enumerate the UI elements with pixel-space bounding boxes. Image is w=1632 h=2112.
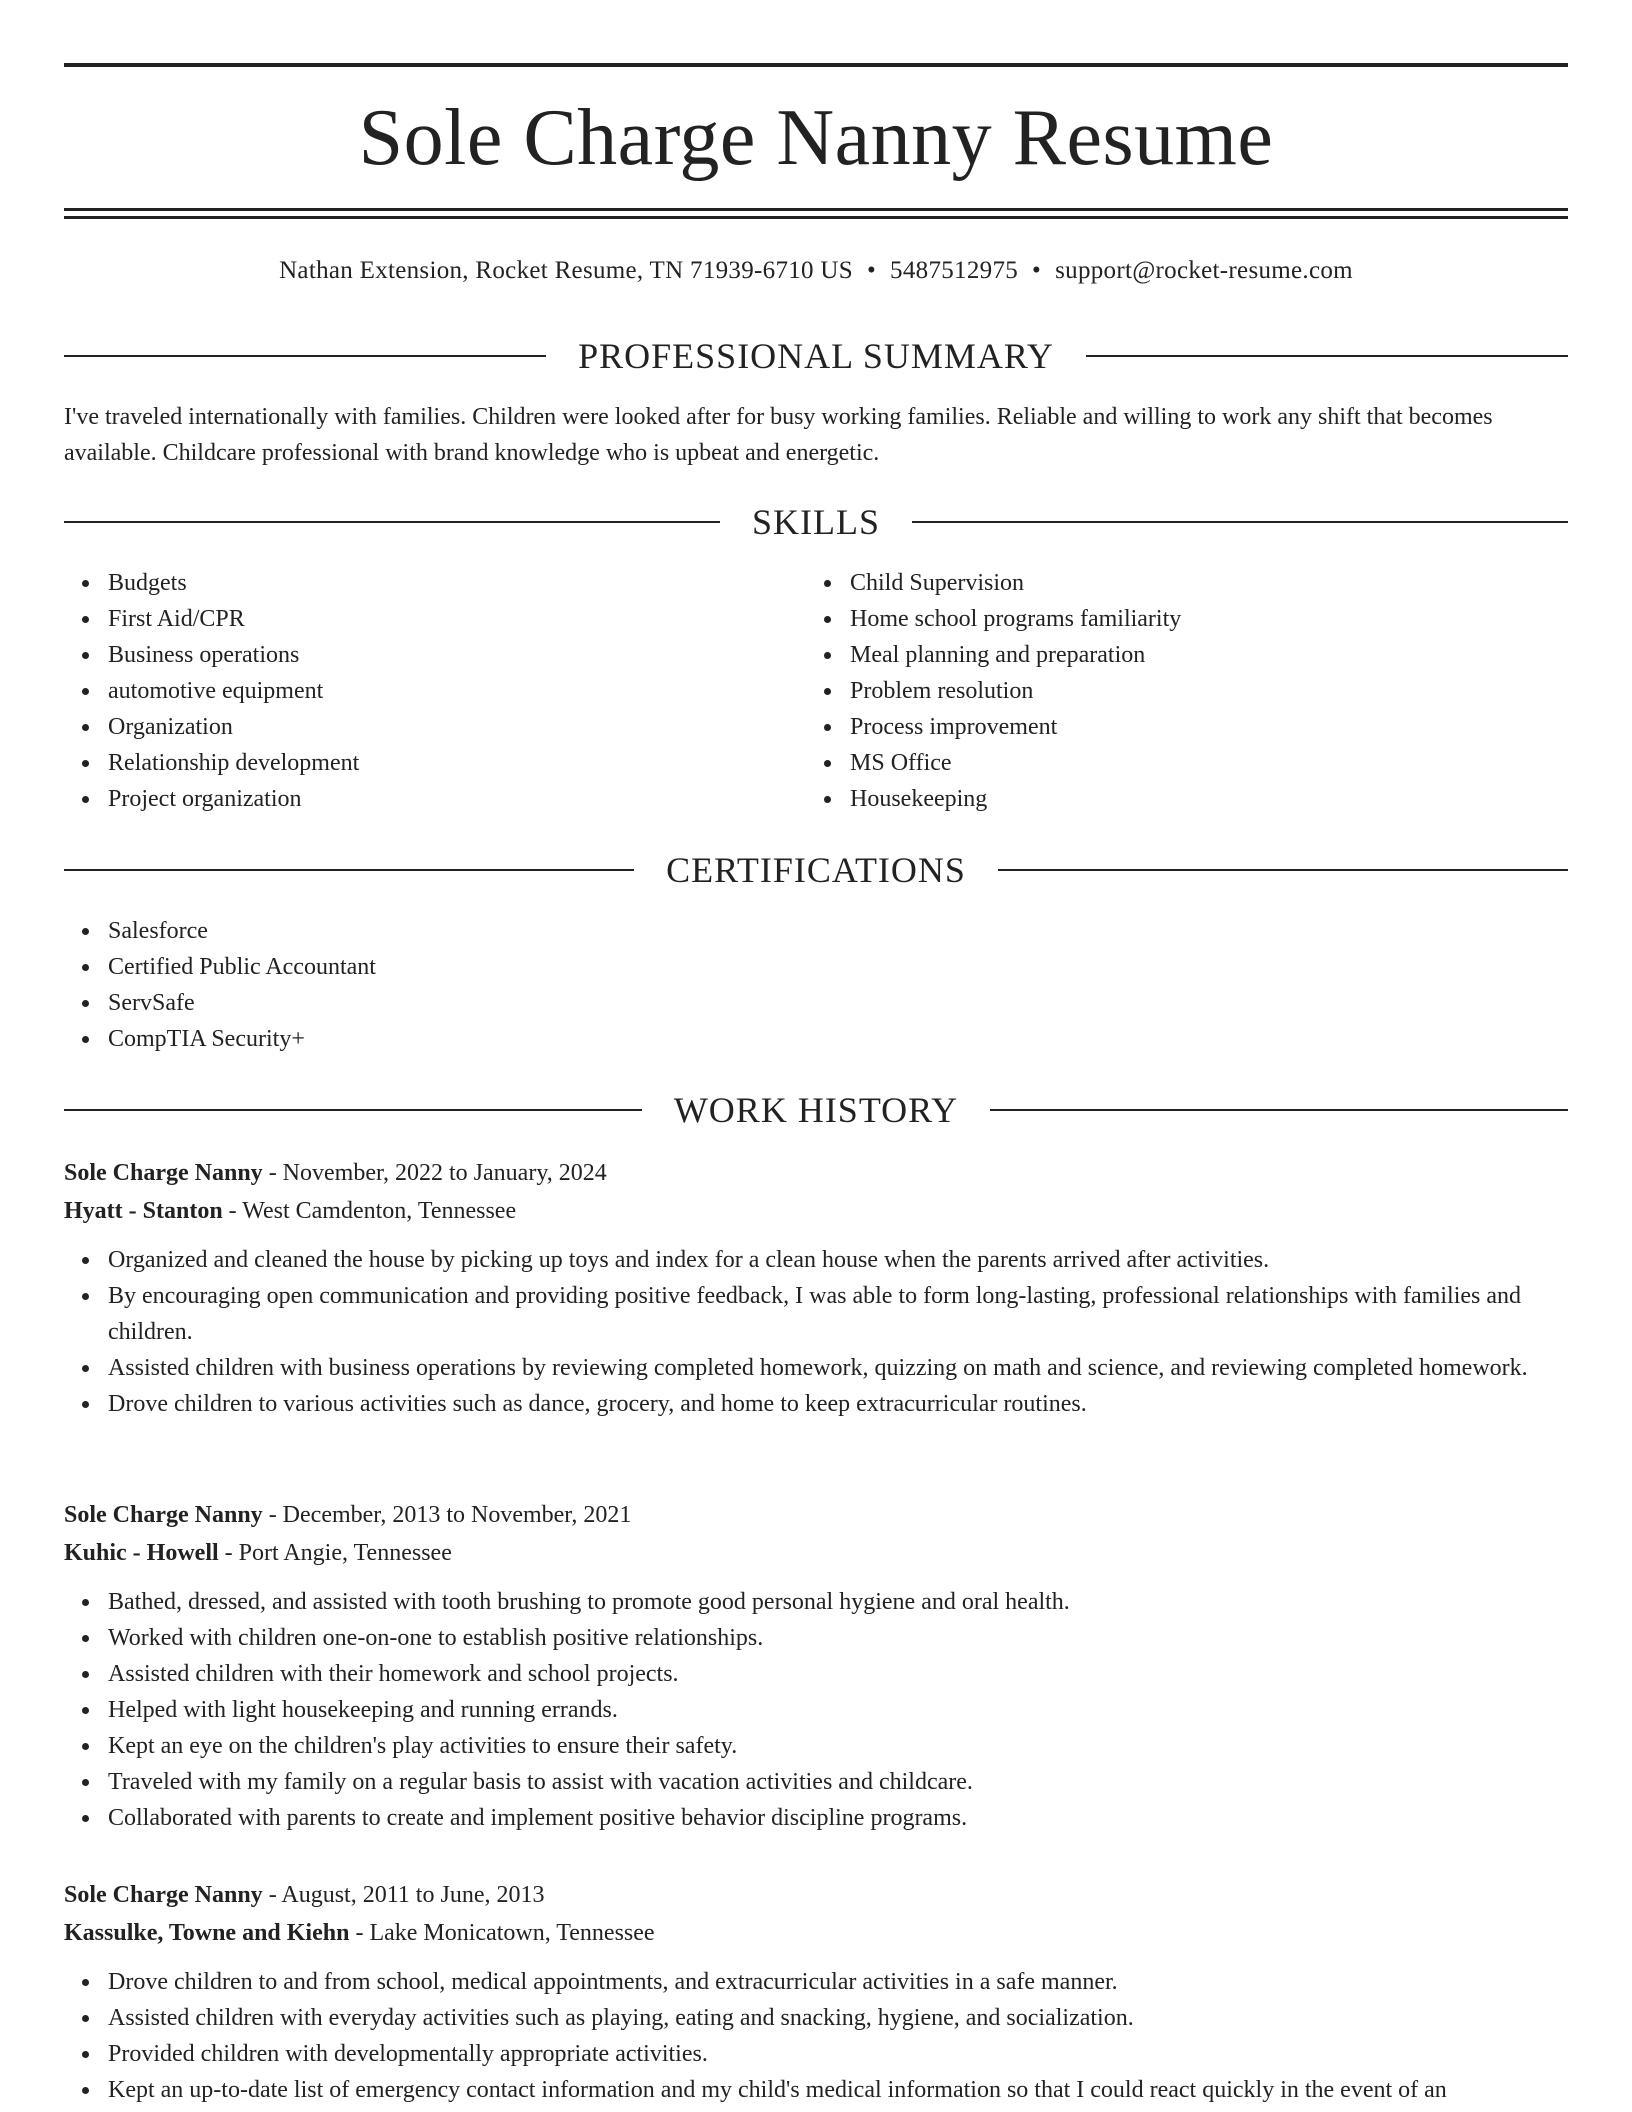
list-item: Collaborated with parents to create and implement positive behavior discipline programs.: [108, 1800, 1568, 1836]
section-title: WORK HISTORY: [673, 1090, 959, 1130]
divider: [64, 521, 720, 523]
section-title: CERTIFICATIONS: [666, 850, 966, 890]
list-item: Kept an eye on the children's play activities to ensure their safety.: [108, 1728, 1568, 1764]
list-item: Kept an up-to-date list of emergency contact information and my child's medical information so that I could react quickly in the event of an: [108, 2072, 1568, 2108]
list-item: Helped with light housekeeping and running errands.: [108, 1692, 1568, 1728]
job-dates: - December, 2013 to November, 2021: [262, 1502, 632, 1528]
job-company-line: [64, 1914, 1568, 1952]
top-rule: [64, 63, 1568, 67]
skill-item: Problem resolution: [850, 673, 1506, 709]
certification-item: Salesforce: [108, 913, 864, 949]
job-location: - Port Angie, Tennessee: [218, 1540, 452, 1566]
skill-item: Housekeeping: [850, 781, 1506, 817]
job-entry: [64, 1496, 1568, 1836]
divider: [998, 869, 1568, 871]
job-role-line: [64, 1876, 1568, 1914]
contact-email: support@rocket-resume.com: [1055, 257, 1353, 284]
divider: [64, 869, 634, 871]
job-role-line: [64, 1154, 1568, 1192]
skill-item: Meal planning and preparation: [850, 637, 1506, 673]
summary-text: I've traveled internationally with families. Children were looked after for busy working families. Reliable and willing to work any shift that becomes available. Childcare professional with brand knowledge who is upbeat and energetic.: [64, 404, 1493, 466]
divider: [912, 521, 1568, 523]
job-entry: [64, 1154, 1568, 1422]
job-dates: - November, 2022 to January, 2024: [262, 1160, 607, 1186]
job-bullets: [64, 1584, 1568, 1836]
skill-item: Project organization: [108, 781, 764, 817]
contact-separator: •: [866, 257, 877, 284]
list-item: Assisted children with everyday activities such as playing, eating and snacking, hygiene, and socialization.: [108, 2000, 1568, 2036]
list-item: Bathed, dressed, and assisted with tooth brushing to promote good personal hygiene and oral health.: [108, 1584, 1568, 1620]
skill-item: MS Office: [850, 745, 1506, 781]
job-role: Sole Charge Nanny: [64, 1882, 263, 1908]
title-double-rule: [64, 208, 1568, 219]
skills-right-column: [806, 565, 1506, 817]
certifications-block: [64, 913, 864, 1057]
list-item: Assisted children with their homework and school projects.: [108, 1656, 1568, 1692]
contact-phone: 5487512975: [890, 257, 1019, 284]
skill-item: First Aid/CPR: [108, 601, 764, 637]
job-company: Kassulke, Towne and Kiehn: [64, 1920, 350, 1946]
divider: [64, 355, 546, 357]
job-location: - West Camdenton, Tennessee: [222, 1198, 517, 1224]
list-item: Provided children with developmentally appropriate activities.: [108, 2036, 1568, 2072]
job-company: Hyatt - Stanton: [64, 1198, 223, 1224]
skill-item: automotive equipment: [108, 673, 764, 709]
skill-item: Home school programs familiarity: [850, 601, 1506, 637]
skill-item: Business operations: [108, 637, 764, 673]
skills-left-column: [64, 565, 764, 817]
summary-heading: [64, 334, 1568, 378]
job-company-line: [64, 1192, 1568, 1230]
skill-item: Organization: [108, 709, 764, 745]
work-history-heading: [64, 1088, 1568, 1132]
contact-separator: •: [1032, 257, 1042, 284]
skill-item: Relationship development: [108, 745, 764, 781]
certification-item: CompTIA Security+: [108, 1021, 864, 1057]
list-item: Assisted children with business operations by reviewing completed homework, quizzing on math and science, and reviewing completed homework.: [108, 1350, 1568, 1386]
job-entry: [64, 1876, 1568, 2108]
divider: [990, 1109, 1568, 1111]
job-bullets: [64, 1242, 1568, 1422]
job-dates: - August, 2011 to June, 2013: [262, 1882, 545, 1908]
skill-item: Child Supervision: [850, 565, 1506, 601]
page-title: Sole Charge Nanny Resume: [358, 94, 1274, 182]
list-item: Worked with children one-on-one to establish positive relationships.: [108, 1620, 1568, 1656]
list-item: Drove children to various activities such as dance, grocery, and home to keep extracurricular routines.: [108, 1386, 1568, 1422]
section-title: PROFESSIONAL SUMMARY: [578, 336, 1054, 376]
contact-line: [64, 254, 1568, 288]
section-title: SKILLS: [752, 502, 881, 542]
certification-item: Certified Public Accountant: [108, 949, 864, 985]
job-company: Kuhic - Howell: [64, 1540, 219, 1566]
list-item: Traveled with my family on a regular basis to assist with vacation activities and childcare.: [108, 1764, 1568, 1800]
list-item: By encouraging open communication and providing positive feedback, I was able to form long-lasting, professional relationships with families and children.: [108, 1278, 1568, 1350]
list-item: Drove children to and from school, medical appointments, and extracurricular activities in a safe manner.: [108, 1964, 1568, 2000]
job-bullets: [64, 1964, 1568, 2108]
job-role: Sole Charge Nanny: [64, 1502, 263, 1528]
job-role: Sole Charge Nanny: [64, 1160, 263, 1186]
job-location: - Lake Monicatown, Tennessee: [349, 1920, 655, 1946]
skills-heading: [64, 500, 1568, 544]
list-item: Organized and cleaned the house by picking up toys and index for a clean house when the parents arrived after activities.: [108, 1242, 1568, 1278]
certifications-heading: [64, 848, 1568, 892]
skill-item: Process improvement: [850, 709, 1506, 745]
skill-item: Budgets: [108, 565, 764, 601]
certifications-list: [64, 913, 864, 1057]
divider: [64, 1109, 642, 1111]
skills-list: [64, 565, 764, 817]
job-company-line: [64, 1534, 1568, 1572]
contact-address: Nathan Extension, Rocket Resume, TN 71939-6710 US: [279, 257, 853, 284]
divider: [1086, 355, 1568, 357]
certification-item: ServSafe: [108, 985, 864, 1021]
job-role-line: [64, 1496, 1568, 1534]
skills-list: [806, 565, 1506, 817]
